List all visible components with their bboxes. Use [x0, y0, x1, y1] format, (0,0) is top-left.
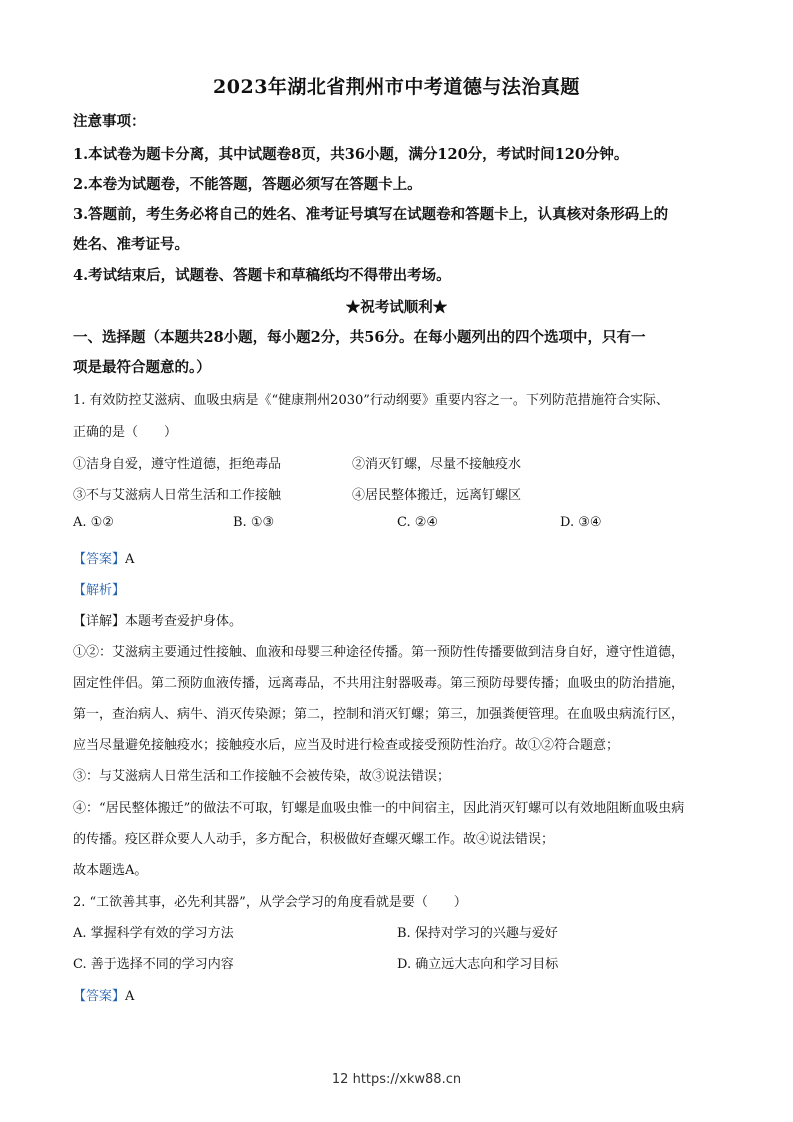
q1-stem-cont: 正确的是（ ） [73, 425, 178, 440]
q1-explanation-line: 固定性伴侣。第二预防血液传播，远离毒品，不共用注射器吸毒。第三预防母婴传播；血吸虫的防治措施， [73, 676, 685, 691]
answer-tag: 【答案】 [73, 552, 126, 567]
q1-option-c: C. ②④ [397, 515, 439, 530]
notice-item-1: 1.本试卷为题卡分离，其中试题卷8页，共36小题，满分120分，考试时间120分钟。 [73, 146, 629, 163]
q2-option-c: C. 善于选择不同的学习内容 [73, 957, 234, 972]
q1-option-d: D. ③④ [560, 515, 602, 530]
q2-answer [73, 985, 134, 1004]
q1-answer [73, 548, 134, 567]
q1-option-a: A. ①② [73, 515, 114, 530]
q1-explanation-line: 第一，查治病人、病牛、消灭传染源；第二，控制和消灭钉螺；第三，加强粪便管理。在血吸虫病流行区， [73, 707, 685, 722]
notice-heading: 注意事项： [73, 113, 146, 130]
section-heading: 一、选择题（本题共28小题，每小题2分，共56分。在每小题列出的四个选项中，只有一 [73, 329, 646, 346]
q1-statement-1: ①洁身自爱，遵守性道德，拒绝毒品 [73, 457, 282, 472]
page-title: 2023年湖北省荆州市中考道德与法治真题 [213, 76, 580, 98]
answer-tag: 【答案】 [73, 989, 126, 1004]
q1-statement-3: ③不与艾滋病人日常生活和工作接触 [73, 488, 282, 503]
exam-wish: ★祝考试顺利★ [345, 299, 448, 316]
q2-stem: 2. “工欲善其事，必先利其器”，从学会学习的角度看就是要（ ） [73, 895, 467, 910]
q1-statement-2: ②消灭钉螺，尽量不接触疫水 [352, 457, 522, 472]
q2-option-a: A. 掌握科学有效的学习方法 [73, 926, 234, 941]
detail-tag: 【详解】 [73, 614, 126, 629]
q2-option-d: D. 确立远大志向和学习目标 [397, 957, 559, 972]
q2-option-b: B. 保持对学习的兴趣与爱好 [397, 926, 558, 941]
q1-explanation-line: 的传播。疫区群众要人人动手，多方配合，积极做好查螺灭螺工作。故④说法错误； [73, 832, 555, 847]
q1-stem: 1. 有效防控艾滋病、血吸虫病是《“健康荆州2030”行动纲要》重要内容之一。下列防范措施符合实际、 [73, 393, 669, 408]
q1-explanation-line: ④：“居民整体搬迁”的做法不可取，钉螺是血吸虫惟一的中间宿主，因此消灭钉螺可以有效地阻断血吸虫病 [73, 801, 685, 816]
q1-option-b: B. ①③ [233, 515, 275, 530]
notice-item-3-cont: 姓名、准考证号。 [73, 236, 189, 253]
q1-explanation-line: ③：与艾滋病人日常生活和工作接触不会被传染，故③说法错误； [73, 769, 451, 784]
q1-explanation-line: 应当尽量避免接触疫水；接触疫水后，应当及时进行检查或接受预防性治疗。故①②符合题意； [73, 738, 620, 753]
notice-item-4: 4.考试结束后，试题卷、答题卡和草稿纸均不得带出考场。 [73, 267, 451, 284]
answer-value: A [125, 989, 135, 1004]
detail-intro: 本题考查爱护身体。 [125, 614, 243, 629]
page-footer: 12 https://xkw88.cn [331, 1072, 462, 1087]
q1-detail [73, 610, 242, 629]
q1-analysis-tag: 【解析】 [73, 583, 126, 598]
section-heading-cont: 项是最符合题意的。） [73, 359, 211, 376]
notice-item-3: 3.答题前，考生务必将自己的姓名、准考证号填写在试题卷和答题卡上，认真核对条形码上的 [73, 206, 669, 223]
q1-statement-4: ④居民整体搬迁，远离钉螺区 [352, 488, 522, 503]
q1-conclusion: 故本题选A。 [73, 863, 148, 878]
notice-item-2: 2.本卷为试题卷，不能答题，答题必须写在答题卡上。 [73, 176, 422, 193]
q1-explanation-line: ①②：艾滋病主要通过性接触、血液和母婴三种途径传播。第一预防性传播要做到洁身自好，遵守性道德， [73, 645, 685, 660]
answer-value: A [125, 552, 135, 567]
